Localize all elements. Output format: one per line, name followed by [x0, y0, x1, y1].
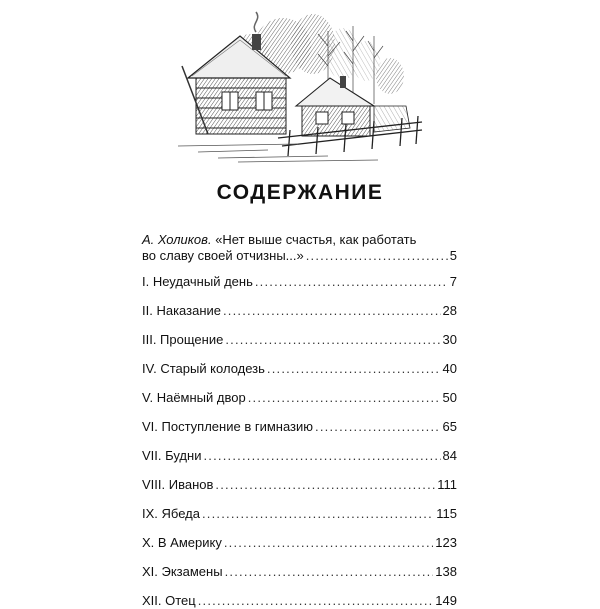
toc-entry-intro-title-line1: «Нет выше счастья, как работать — [215, 232, 417, 247]
toc-entry[interactable] — [142, 506, 457, 522]
toc-entry-label: X. В Америку — [142, 535, 222, 550]
dot-leader — [225, 564, 434, 580]
toc-entry-page: 138 — [435, 564, 457, 579]
toc-entry[interactable] — [142, 564, 457, 580]
toc-entry-label: VII. Будни — [142, 448, 202, 463]
toc-entry-page: 28 — [442, 303, 457, 318]
toc-entry-label: III. Прощение — [142, 332, 224, 347]
toc-entry-intro-author: А. Холиков. — [142, 232, 212, 247]
toc-entry[interactable] — [142, 593, 457, 609]
dot-leader — [215, 477, 435, 493]
village-illustration — [178, 6, 426, 164]
toc-entry[interactable] — [142, 390, 457, 406]
toc-entry-page: 123 — [435, 535, 457, 550]
toc-entry-page: 40 — [442, 361, 457, 376]
toc-entry-label: VI. Поступление в гимназию — [142, 419, 314, 434]
toc-entry-page: 65 — [442, 419, 457, 434]
toc-entry-page: 149 — [435, 593, 457, 608]
dot-leader — [255, 274, 448, 290]
dot-leader — [223, 303, 441, 319]
dot-leader — [267, 361, 441, 377]
toc-entry-page: 115 — [436, 506, 457, 521]
dot-leader — [203, 448, 440, 464]
toc-entry-intro-line2 — [142, 248, 457, 264]
toc-entry[interactable] — [142, 332, 457, 348]
toc-entry-label: I. Неудачный день — [142, 274, 253, 289]
toc-entry-label: XII. Отец — [142, 593, 196, 608]
toc-entry-intro-line1 — [142, 232, 457, 248]
toc-entry[interactable] — [142, 274, 457, 290]
toc-entry-label: VIII. Иванов — [142, 477, 214, 492]
dot-leader — [225, 332, 440, 348]
dot-leader — [306, 248, 448, 264]
toc-entry-page: 84 — [442, 448, 457, 463]
toc-entry[interactable] — [142, 419, 457, 435]
toc-entry-label: IX. Ябеда — [142, 506, 200, 521]
toc-entry-label: XI. Экзамены — [142, 564, 223, 579]
toc-entry[interactable] — [142, 477, 457, 493]
dot-leader — [315, 419, 441, 435]
toc-entry[interactable] — [142, 448, 457, 464]
toc-entry-page: 30 — [442, 332, 457, 347]
toc-entry-intro[interactable] — [142, 232, 457, 264]
toc-entry[interactable] — [142, 535, 457, 551]
toc-entry-page: 7 — [449, 274, 457, 289]
toc-entry[interactable] — [142, 361, 457, 377]
toc-entry-intro-page: 5 — [449, 248, 457, 263]
ground — [178, 144, 378, 162]
dot-leader — [198, 593, 434, 609]
toc-entry-intro-title-line2: во славу своей отчизны...» — [142, 248, 304, 263]
toc-entry-label: V. Наёмный двор — [142, 390, 246, 405]
toc-entry-label: IV. Старый колодезь — [142, 361, 265, 376]
dot-leader — [248, 390, 441, 406]
dot-leader — [224, 535, 433, 551]
toc-entry-page: 50 — [442, 390, 457, 405]
page-title: СОДЕРЖАНИЕ — [216, 181, 384, 204]
toc-entry-label: II. Наказание — [142, 303, 221, 318]
toc-entry-page: 111 — [437, 477, 457, 492]
dot-leader — [202, 506, 434, 522]
toc-entry[interactable] — [142, 303, 457, 319]
